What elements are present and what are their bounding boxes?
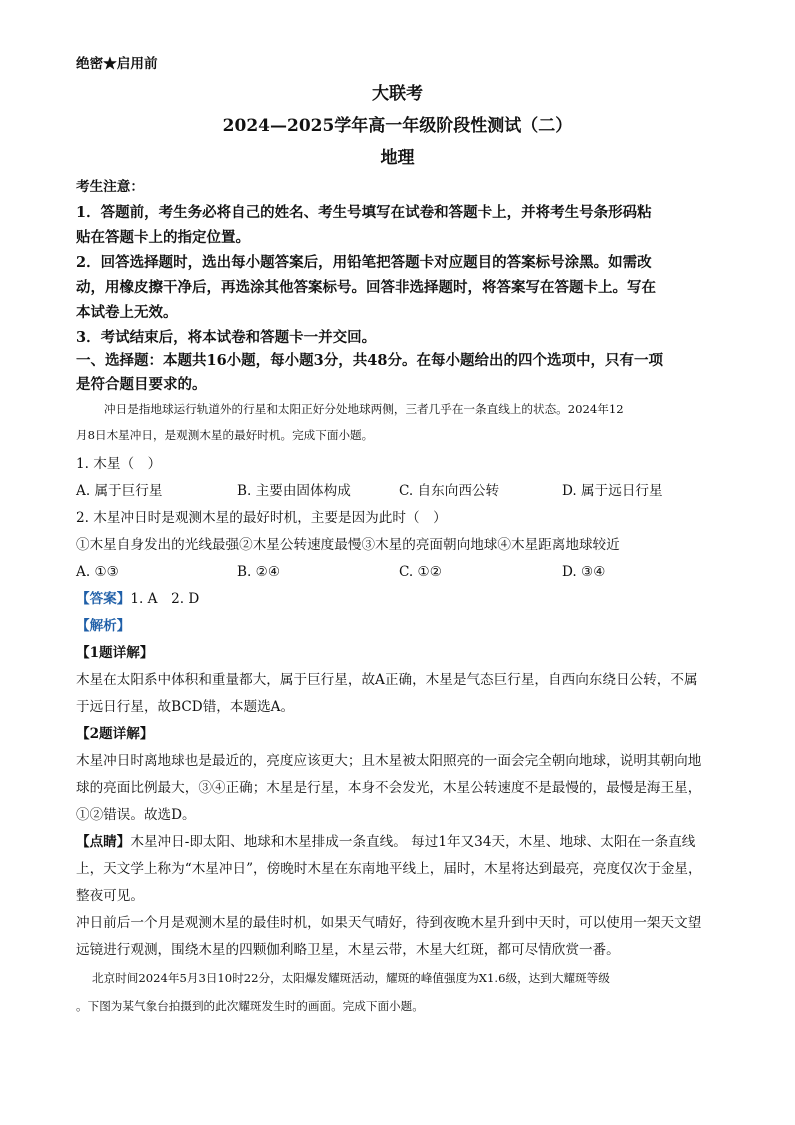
tip-line3: 整夜可见。 xyxy=(76,888,144,904)
section1-line1: 一、选择题：本题共16小题，每小题3分，共48分。在每小题给出的四个选项中，只有一项 xyxy=(76,352,663,369)
q2-option-b: B. ②④ xyxy=(237,564,281,580)
subject-title: 地理 xyxy=(380,148,415,168)
detail1-tag: 【1题详解】 xyxy=(76,645,154,661)
tip-line1 xyxy=(76,836,695,850)
q1-option-c: C. 自东向西公转 xyxy=(399,483,500,499)
q1-stem: 1. 木星（ ） xyxy=(76,456,162,472)
answer-tag: 【答案】 xyxy=(76,591,131,607)
detail1-line2: 于远日行星，故BCD错，本题选A。 xyxy=(76,699,295,715)
notice-item1-line1: 1．答题前，考生务必将自己的姓名、考生号填写在试卷和答题卡上，并将考生号条形码粘 xyxy=(76,204,652,221)
notice-item3: 3．考试结束后，将本试卷和答题卡一并交回。 xyxy=(76,329,377,346)
passage2-line2: 。下图为某气象台拍摄到的此次耀斑发生时的画面。完成下面小题。 xyxy=(76,999,424,1013)
q2-option-d: D. ③④ xyxy=(562,564,606,580)
q2-option-a: A. ①③ xyxy=(76,564,119,580)
detail2-line3: ①②错误。故选D。 xyxy=(76,807,196,823)
notice-item2-line1: 2．回答选择题时，选出每小题答案后，用铅笔把答题卡对应题目的答案标号涂黑。如需改 xyxy=(76,254,652,271)
passage1-line2: 月8日木星冲日，是观测木星的最好时机。完成下面小题。 xyxy=(76,428,374,442)
q1-option-d: D. 属于远日行星 xyxy=(562,483,663,499)
tip-line2: 上，天文学上称为“木星冲日”，傍晚时木星在东南地平线上，届时，木星将达到最亮，亮度仅次于金星， xyxy=(76,861,702,877)
section1-line2: 是符合题目要求的。 xyxy=(76,376,207,393)
detail2-tag: 【2题详解】 xyxy=(76,726,154,742)
q1-option-b: B. 主要由固体构成 xyxy=(237,483,351,499)
notice-item1-line2: 贴在答题卡上的指定位置。 xyxy=(76,229,250,246)
notice-item2-line3: 本试卷上无效。 xyxy=(76,304,178,321)
notice-item2-line2: 动，用橡皮擦干净后，再选涂其他答案标号。回答非选择题时，将答案写在答题卡上。写在 xyxy=(76,279,656,296)
q2-option-c: C. ①② xyxy=(399,564,442,580)
confidential-label: 绝密★启用前 xyxy=(76,56,158,72)
passage2-line1: 北京时间2024年5月3日10时22分，太阳爆发耀斑活动，耀斑的峰值强度为X1.6级，达到大耀斑等级 xyxy=(92,971,610,985)
detail1-line1: 木星在太阳系中体积和重量都大，属于巨行星，故A正确，木星是气态巨行星，自西向东绕日公转，不属 xyxy=(76,672,698,688)
q2-statements: ①木星自身发出的光线最强②木星公转速度最慢③木星的亮面朝向地球④木星距离地球较近 xyxy=(76,537,620,553)
test-title: 2024—2025学年高一年级阶段性测试（二） xyxy=(222,116,573,136)
detail2-line2: 球的亮面比例最大，③④正确；木星是行星，本身不会发光，木星公转速度不是最慢的，最慢是海王星， xyxy=(76,780,702,796)
detail2-line1: 木星冲日时离地球也是最近的，亮度应该更大；且木星被太阳照亮的一面会完全朝向地球，说明其朝向地 xyxy=(76,753,702,769)
analysis-tag: 【解析】 xyxy=(76,618,131,634)
q1-option-a: A. 属于巨行星 xyxy=(76,483,163,499)
passage1-line1: 冲日是指地球运行轨道外的行星和太阳正好分处地球两侧，三者几乎在一条直线上的状态。2024年12 xyxy=(104,402,624,416)
notice-heading: 考生注意： xyxy=(76,179,144,195)
answer-line xyxy=(76,593,199,607)
tip-line5: 远镜进行观测，围绕木星的四颗伽利略卫星，木星云带，木星大红斑，都可尽情欣赏一番。 xyxy=(76,942,620,958)
answer-text: 1. A 2. D xyxy=(130,591,200,607)
q2-stem: 2. 木星冲日时是观测木星的最好时机，主要是因为此时（ ） xyxy=(76,510,447,526)
tip-tag: 【点睛】 xyxy=(76,834,131,850)
tip-text: 木星冲日-即太阳、地球和木星排成一条直线。 每过1年又34天，木星、地球、太阳在一条直线 xyxy=(130,834,696,850)
tip-line4: 冲日前后一个月是观测木星的最佳时机，如果天气晴好，待到夜晚木星升到中天时，可以使用一架天文望 xyxy=(76,915,702,931)
exam-name: 大联考 xyxy=(372,84,423,104)
